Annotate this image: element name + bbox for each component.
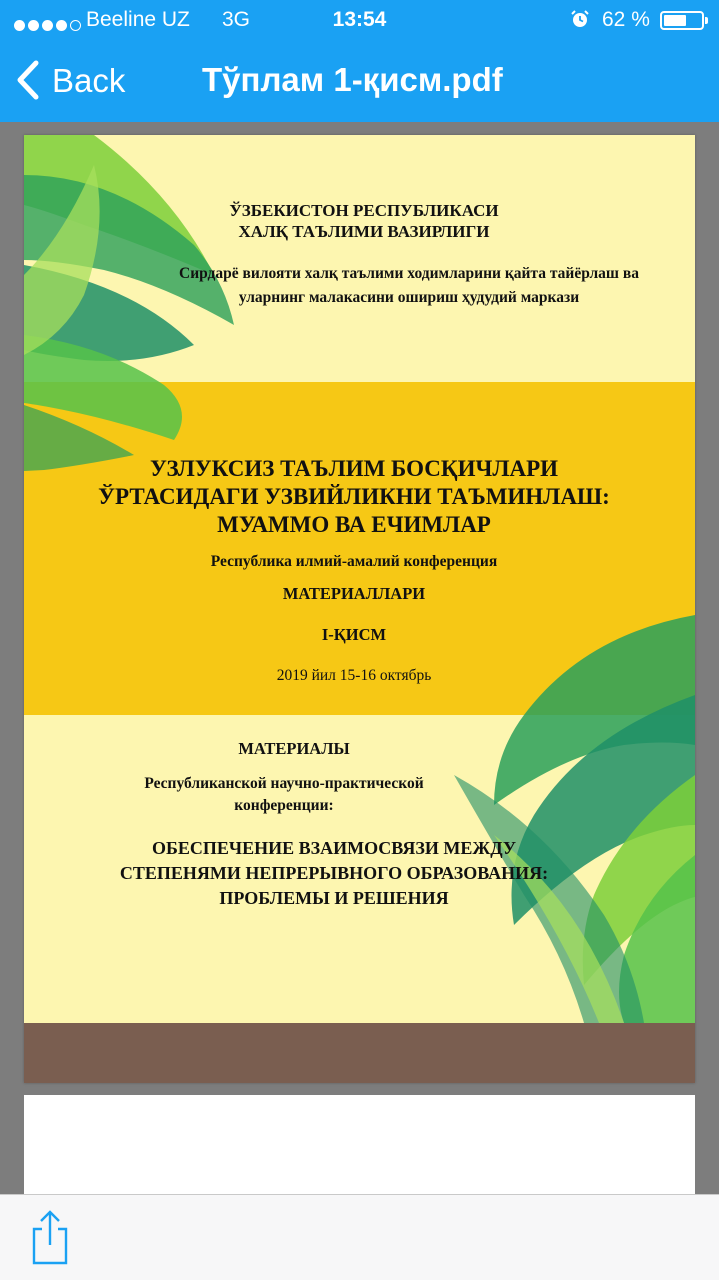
status-time: 13:54 [332,8,387,31]
navigation-bar [0,40,719,122]
doc-conference: Республика илмий-амалий конференция [210,553,498,570]
document-title: Тўплам 1-қисм.pdf [202,61,503,98]
doc-ministry-line: ХАЛҚ ТАЪЛИМИ ВАЗИРЛИГИ [238,222,490,241]
share-icon[interactable] [28,1209,72,1267]
carrier-name: Beeline UZ [86,8,190,31]
app-header [0,0,719,122]
battery-percentage: 62 % [602,8,650,31]
pdf-page-next[interactable] [24,1095,695,1194]
status-bar [0,0,719,40]
network-type: 3G [222,8,251,31]
doc-republic-line: ЎЗБЕКИСТОН РЕСПУБЛИКАСИ [229,201,499,220]
doc-materials-uz: МАТЕРИАЛЛАРИ [282,584,426,603]
doc-conference-ru: Республиканской научно-практической конференции: [144,775,424,814]
doc-part: I-ҚИСМ [321,625,387,644]
alarm-clock-icon [570,9,590,29]
doc-materials-ru: МАТЕРИАЛЫ [238,739,350,758]
doc-center-name: Сирдарё вилояти халқ таълими ходимларини қайта тайёрлаш ва уларнинг малакасини ошириш ҳудудий маркази [179,265,639,306]
doc-date: 2019 йил 15-16 октябрь [276,667,432,684]
bottom-toolbar [0,1194,719,1280]
back-label: Back [52,62,126,99]
back-button[interactable] [12,56,142,104]
doc-title-ru: ОБЕСПЕЧЕНИЕ ВЗАИМОСВЯЗИ МЕЖДУ СТЕПЕНЯМИ НЕПРЕРЫВНОГО ОБРАЗОВАНИЯ: ПРОБЛЕМЫ И РЕШЕНИЯ [119,838,549,908]
chevron-left-icon [12,59,44,101]
battery-icon [660,11,704,30]
doc-main-title: УЗЛУКСИЗ ТАЪЛИМ БОСҚИЧЛАРИ ЎРТАСИДАГИ УЗВИЙЛИКНИ ТАЪМИНЛАШ: МУАММО ВА ЕЧИМЛАР [98,456,610,537]
pdf-viewer[interactable] [0,122,719,1194]
pdf-page[interactable] [24,135,695,1083]
